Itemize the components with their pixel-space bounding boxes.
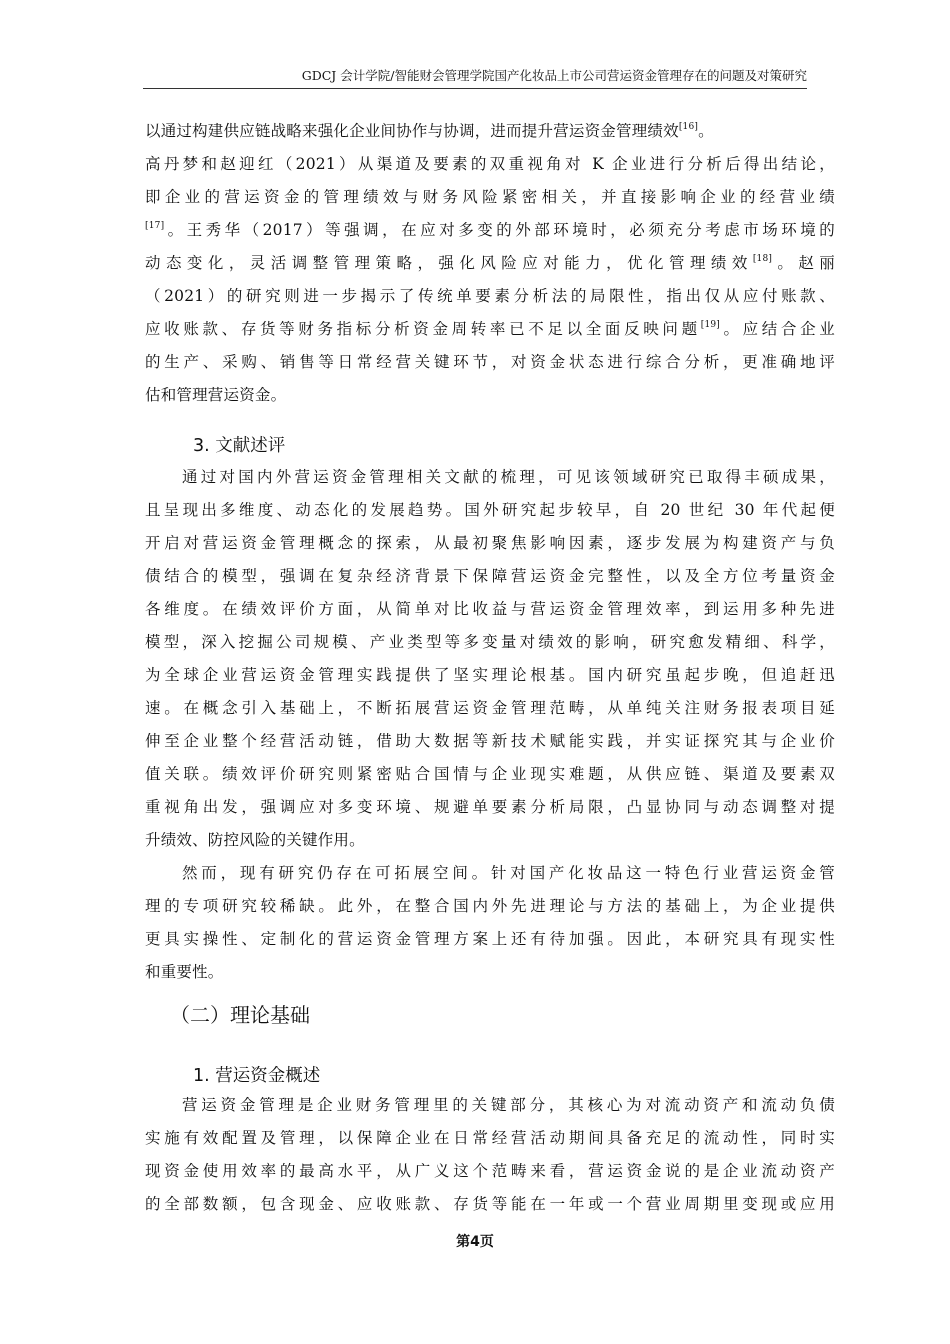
text-line: 模型，深入挖掘公司规模、产业类型等多变量对绩效的影响，研究愈发精细、科学， xyxy=(145,633,835,651)
text-line: 以通过构建供应链战略来强化企业间协作与协调，进而提升营运资金管理绩效[16]。 xyxy=(145,122,714,140)
text-line: 实施有效配置及管理，以保障企业在日常经营活动期间具备充足的流动性，同时实 xyxy=(145,1129,835,1147)
text-line: 营运资金管理是企业财务管理里的关键部分，其核心为对流动资产和流动负债 xyxy=(182,1096,835,1114)
text-line: 理的专项研究较稀缺。此外，在整合国内外先进理论与方法的基础上，为企业提供 xyxy=(145,897,835,915)
text-line: 且呈现出多维度、动态化的发展趋势。国外研究起步较早，自 20 世纪 30 年代起便 xyxy=(145,501,835,519)
chapter-heading-theory: （二）理论基础 xyxy=(170,1003,310,1027)
text-line: 的生产、采购、销售等日常经营关键环节，对资金状态进行综合分析，更准确地评 xyxy=(145,353,835,371)
citation-ref: [16] xyxy=(678,122,699,132)
text-line: 即企业的营运资金的管理绩效与财务风险紧密相关，并直接影响企业的经营业绩 xyxy=(145,188,835,206)
text-line: 伸至企业整个经营活动链，借助大数据等新技术赋能实践，并实证探究其与企业价 xyxy=(145,732,835,750)
text-line: 的全部数额，包含现金、应收账款、存货等能在一年或一个营业周期里变现或应用 xyxy=(145,1195,835,1213)
text-line: 开启对营运资金管理概念的探索，从最初聚焦影响因素，逐步发展为构建资产与负 xyxy=(145,534,835,552)
section-heading-working-capital: 1. 营运资金概述 xyxy=(193,1066,321,1086)
text-line: 重视角出发，强调应对多变环境、规避单要素分析局限，凸显协同与动态调整对提 xyxy=(145,798,835,816)
paragraph-continuation xyxy=(145,115,835,412)
section-heading-literature-review: 3. 文献述评 xyxy=(193,436,286,456)
running-header: GDCJ 会计学院/智能财会管理学院国产化妆品上市公司营运资金管理存在的问题及对策研究 xyxy=(301,68,807,83)
text-line: （2021）的研究则进一步揭示了传统单要素分析法的局限性，指出仅从应付账款、 xyxy=(145,287,835,305)
citation-ref: [17] xyxy=(145,221,165,231)
text-line: 和重要性。 xyxy=(145,963,224,981)
text-line: 应收账款、存货等财务指标分析资金周转率已不足以全面反映问题[19]。应结合企业 xyxy=(145,320,835,338)
text-line: 动态变化，灵活调整管理策略，强化风险应对能力，优化管理绩效[18]。赵丽 xyxy=(145,254,835,272)
text-line: 高丹梦和赵迎红（2021）从渠道及要素的双重视角对 K 企业进行分析后得出结论， xyxy=(145,155,835,173)
paragraph-literature-review xyxy=(145,461,835,857)
text-line: 为全球企业营运资金管理实践提供了坚实理论根基。国内研究虽起步晚，但追赶迅 xyxy=(145,666,835,684)
citation-ref: [19] xyxy=(700,320,721,330)
paragraph-working-capital xyxy=(145,1089,835,1221)
page-number: 第4页 xyxy=(456,1234,494,1250)
text-line: 债结合的模型，强调在复杂经济背景下保障营运资金完整性，以及全方位考量资金 xyxy=(145,567,835,585)
text-line: 估和管理营运资金。 xyxy=(145,386,287,404)
text-line: 升绩效、防控风险的关键作用。 xyxy=(145,831,365,849)
text-line: 更具实操性、定制化的营运资金管理方案上还有待加强。因此，本研究具有现实性 xyxy=(145,930,835,948)
header-rule xyxy=(143,88,807,89)
text-line: [17]。王秀华（2017）等强调，在应对多变的外部环境时，必须充分考虑市场环境的 xyxy=(145,221,835,239)
paragraph-research-gap xyxy=(145,857,835,989)
text-line: 现资金使用效率的最高水平，从广义这个范畴来看，营运资金说的是企业流动资产 xyxy=(145,1162,835,1180)
text-line: 然而，现有研究仍存在可拓展空间。针对国产化妆品这一特色行业营运资金管 xyxy=(182,864,835,882)
citation-ref: [18] xyxy=(752,254,773,264)
text-line: 各维度。在绩效评价方面，从简单对比收益与营运资金管理效率，到运用多种先进 xyxy=(145,600,835,618)
text-line: 通过对国内外营运资金管理相关文献的梳理，可见该领域研究已取得丰硕成果， xyxy=(182,468,835,486)
text-line: 速。在概念引入基础上，不断拓展营运资金管理范畴，从单纯关注财务报表项目延 xyxy=(145,699,835,717)
text-line: 值关联。绩效评价研究则紧密贴合国情与企业现实难题，从供应链、渠道及要素双 xyxy=(145,765,835,783)
